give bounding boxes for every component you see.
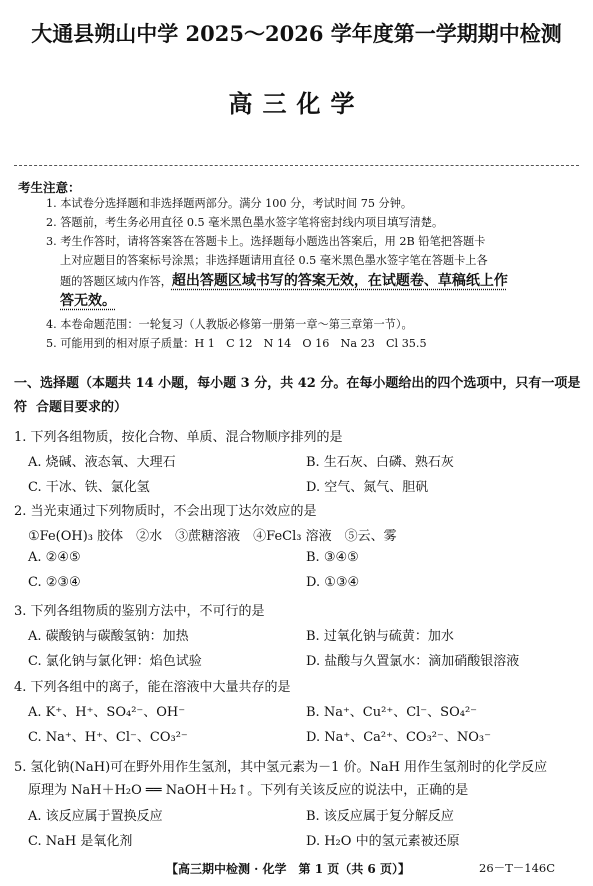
school-title: 大通县朔山中学 2025～2026 学年度第一学期期中检测 <box>31 21 562 46</box>
q3-option-d: D. 盐酸与久置氯水：滴加硝酸银溶液 <box>306 654 520 669</box>
q2-option-b: B. ③④⑤ <box>306 550 359 565</box>
notice-item-4: 4. 本卷命题范围：一轮复习（人教版必修第一册第一章～第三章第一节）。 <box>46 318 413 331</box>
notice-item-1: 1. 本试卷分选择题和非选择题两部分。满分 100 分，考试时间 75 分钟。 <box>46 197 413 210</box>
q3-option-c: C. 氯化钠与氯化钾：焰色试验 <box>28 654 202 669</box>
subject-title: 高三化学 <box>228 89 365 118</box>
q5-option-a: A. 该反应属于置换反应 <box>28 809 163 824</box>
q4-option-d: D. Na⁺、Ca²⁺、CO₃²⁻、NO₃⁻ <box>306 730 491 745</box>
q3-option-b: B. 过氧化钠与硫黄：加水 <box>306 629 454 644</box>
q5-option-d: D. H₂O 中的氢元素被还原 <box>306 834 460 849</box>
q1-option-b: B. 生石灰、白磷、熟石灰 <box>306 455 454 470</box>
question-3-stem: 3. 下列各组物质的鉴别方法中，不可行的是 <box>14 604 265 619</box>
question-1-stem: 1. 下列各组物质，按化合物、单质、混合物顺序排列的是 <box>14 430 343 445</box>
notice-title: 考生注意： <box>18 180 81 195</box>
divider <box>14 165 579 166</box>
notice-item-5: 5. 可能用到的相对原子质量：H 1 C 12 N 14 O 16 Na 23 Cl 35.5 <box>46 337 427 350</box>
q3-option-a: A. 碳酸钠与碳酸氢钠：加热 <box>28 629 189 644</box>
notice-item-2: 2. 答题前，考生务必用直径 0.5 毫米黑色墨水签字笔将密封线内项目填写清楚。 <box>46 216 444 229</box>
notice-item-3-cont2 <box>60 273 590 290</box>
q2-option-d: D. ①③④ <box>306 575 360 590</box>
exam-code: 26－T－146C <box>479 861 556 875</box>
notice-emphasis: 超出答题区域书写的答案无效，在试题卷、草稿纸上作 <box>171 273 508 289</box>
notice-item-3-text: 题的答题区域内作答， <box>60 275 172 288</box>
q2-items: ①Fe(OH)₃ 胶体 ②水 ③蔗糖溶液 ④FeCl₃ 溶液 ⑤云、雾 <box>28 529 397 544</box>
q4-option-b: B. Na⁺、Cu²⁺、Cl⁻、SO₄²⁻ <box>306 705 478 720</box>
q2-option-c: C. ②③④ <box>28 575 81 590</box>
section-heading-cont: 合题目要求的） <box>36 400 128 415</box>
section-heading: 一、选择题（本题共 14 小题，每小题 3 分，共 42 分。在每小题给出的四个选项中，只有一项是符 <box>14 376 581 415</box>
notice-emphasis-end: 答无效。 <box>60 293 116 309</box>
q5-option-b: B. 该反应属于复分解反应 <box>306 809 454 824</box>
q2-option-a: A. ②④⑤ <box>28 550 81 565</box>
question-5-stem: 5. 氢化钠(NaH)可在野外用作生氢剂，其中氢元素为－1 价。NaH 用作生氢剂时的化学反应 <box>14 760 548 775</box>
q1-option-a: A. 烧碱、液态氧、大理石 <box>28 455 176 470</box>
notice-item-3-cont: 上对应题目的答案标号涂黑；非选择题请用直径 0.5 毫米黑色墨水签字笔在答题卡上各 <box>60 254 488 267</box>
q1-option-c: C. 干冰、铁、氯化氢 <box>28 480 150 495</box>
notice-item-3: 3. 考生作答时，请将答案答在答题卡上。选择题每小题选出答案后，用 2B 铅笔把答题卡 <box>46 235 486 248</box>
question-5-stem-cont: 原理为 NaH＋H₂O ══ NaOH＋H₂↑。下列有关该反应的说法中，正确的是 <box>28 783 469 798</box>
question-2-stem: 2. 当光束通过下列物质时，不会出现丁达尔效应的是 <box>14 504 317 519</box>
notice-item-3-cont3 <box>60 293 590 310</box>
page-footer: 【高三期中检测 · 化学 第 1 页（共 6 页）】 <box>166 862 410 876</box>
q1-option-d: D. 空气、氮气、胆矾 <box>306 480 429 495</box>
q4-option-a: A. K⁺、H⁺、SO₄²⁻、OH⁻ <box>28 705 186 720</box>
q5-option-c: C. NaH 是氧化剂 <box>28 834 133 849</box>
question-4-stem: 4. 下列各组中的离子，能在溶液中大量共存的是 <box>14 680 291 695</box>
q4-option-c: C. Na⁺、H⁺、Cl⁻、CO₃²⁻ <box>28 730 188 745</box>
